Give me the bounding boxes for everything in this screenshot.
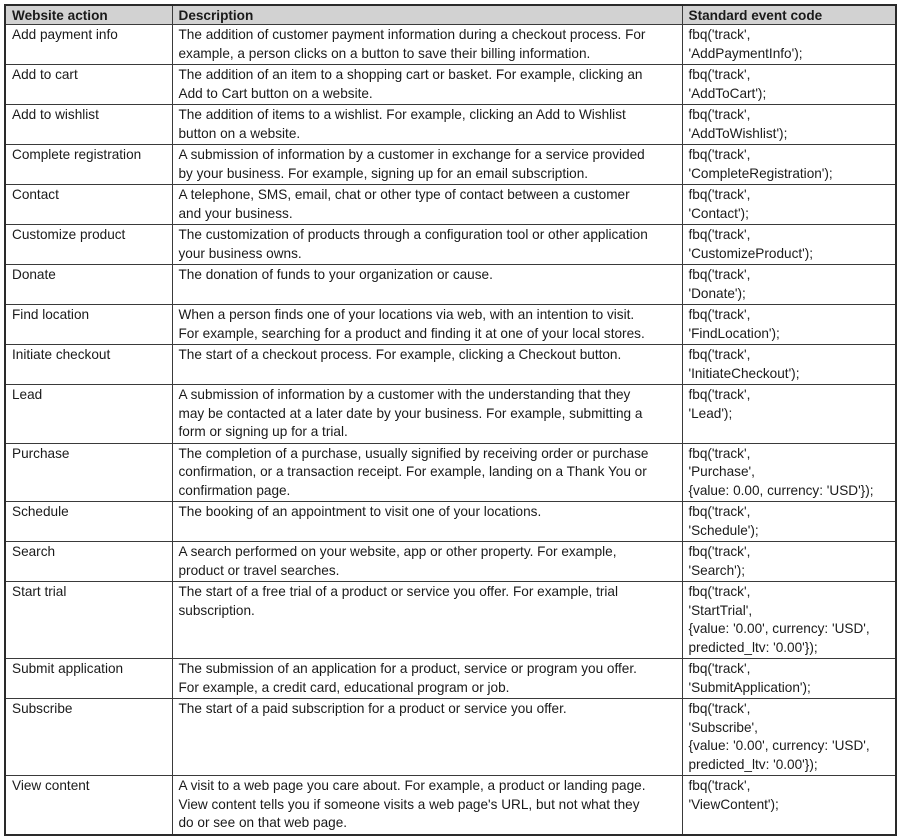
code-cell: fbq('track', 'Search');	[682, 542, 896, 582]
action-cell: Purchase	[5, 443, 172, 502]
table-row	[5, 582, 896, 659]
description-cell: When a person finds one of your locations via web, with an intention to visit. For example, searching for a product and finding it at one of your local stores.	[172, 305, 682, 345]
description-cell: The addition of an item to a shopping cart or basket. For example, clicking an Add to Cart button on a website.	[172, 65, 682, 105]
code-cell: fbq('track', 'Schedule');	[682, 502, 896, 542]
events-table-container	[4, 4, 895, 836]
code-cell: fbq('track', 'AddPaymentInfo');	[682, 25, 896, 65]
description-cell: A visit to a web page you care about. For example, a product or landing page. View content tells you if someone visits a web page's URL, but not what they do or see on that web page.	[172, 776, 682, 835]
action-cell: Find location	[5, 305, 172, 345]
table-row	[5, 25, 896, 65]
table-row	[5, 185, 896, 225]
table-row	[5, 225, 896, 265]
action-cell: Subscribe	[5, 699, 172, 776]
description-cell: A submission of information by a customer with the understanding that they may be contacted at a later date by your business. For example, submitting a form or signing up for a trial.	[172, 385, 682, 444]
table-row	[5, 502, 896, 542]
action-cell: Contact	[5, 185, 172, 225]
header-website-action: Website action	[5, 5, 172, 25]
description-cell: The addition of customer payment information during a checkout process. For example, a person clicks on a button to save their billing information.	[172, 25, 682, 65]
description-cell: The donation of funds to your organization or cause.	[172, 265, 682, 305]
header-description: Description	[172, 5, 682, 25]
table-row	[5, 659, 896, 699]
action-cell: Schedule	[5, 502, 172, 542]
table-row	[5, 65, 896, 105]
code-cell: fbq('track', 'Lead');	[682, 385, 896, 444]
code-cell: fbq('track', 'InitiateCheckout');	[682, 345, 896, 385]
table-body	[5, 25, 896, 835]
code-cell: fbq('track', 'SubmitApplication');	[682, 659, 896, 699]
description-cell: A telephone, SMS, email, chat or other type of contact between a customer and your business.	[172, 185, 682, 225]
code-cell: fbq('track', 'Contact');	[682, 185, 896, 225]
code-cell: fbq('track', 'CustomizeProduct');	[682, 225, 896, 265]
action-cell: Lead	[5, 385, 172, 444]
table-row	[5, 443, 896, 502]
description-cell: The start of a checkout process. For example, clicking a Checkout button.	[172, 345, 682, 385]
action-cell: Donate	[5, 265, 172, 305]
table-row	[5, 305, 896, 345]
table-row	[5, 345, 896, 385]
action-cell: Customize product	[5, 225, 172, 265]
table-row	[5, 385, 896, 444]
table-row	[5, 105, 896, 145]
description-cell: The booking of an appointment to visit one of your locations.	[172, 502, 682, 542]
table-row	[5, 542, 896, 582]
code-cell: fbq('track', 'ViewContent');	[682, 776, 896, 835]
table-row	[5, 145, 896, 185]
action-cell: Initiate checkout	[5, 345, 172, 385]
action-cell: Add to wishlist	[5, 105, 172, 145]
action-cell: Submit application	[5, 659, 172, 699]
action-cell: Add to cart	[5, 65, 172, 105]
description-cell: The start of a free trial of a product or service you offer. For example, trial subscription.	[172, 582, 682, 659]
description-cell: A submission of information by a customer in exchange for a service provided by your business. For example, signing up for an email subscription.	[172, 145, 682, 185]
code-cell: fbq('track', 'CompleteRegistration');	[682, 145, 896, 185]
code-cell: fbq('track', 'Subscribe', {value: '0.00', currency: 'USD', predicted_ltv: '0.00'});	[682, 699, 896, 776]
description-cell: The start of a paid subscription for a product or service you offer.	[172, 699, 682, 776]
description-cell: A search performed on your website, app or other property. For example, product or travel searches.	[172, 542, 682, 582]
action-cell: View content	[5, 776, 172, 835]
action-cell: Add payment info	[5, 25, 172, 65]
action-cell: Start trial	[5, 582, 172, 659]
action-cell: Search	[5, 542, 172, 582]
code-cell: fbq('track', 'Donate');	[682, 265, 896, 305]
code-cell: fbq('track', 'StartTrial', {value: '0.00', currency: 'USD', predicted_ltv: '0.00'});	[682, 582, 896, 659]
code-cell: fbq('track', 'FindLocation');	[682, 305, 896, 345]
action-cell: Complete registration	[5, 145, 172, 185]
table-row	[5, 699, 896, 776]
description-cell: The submission of an application for a product, service or program you offer. For example, a credit card, educational program or job.	[172, 659, 682, 699]
description-cell: The addition of items to a wishlist. For example, clicking an Add to Wishlist button on a website.	[172, 105, 682, 145]
table-row	[5, 265, 896, 305]
table-header-row	[5, 5, 896, 25]
description-cell: The customization of products through a configuration tool or other application your business owns.	[172, 225, 682, 265]
description-cell: The completion of a purchase, usually signified by receiving order or purchase confirmation, or a transaction receipt. For example, landing on a Thank You or confirmation page.	[172, 443, 682, 502]
code-cell: fbq('track', 'AddToWishlist');	[682, 105, 896, 145]
code-cell: fbq('track', 'AddToCart');	[682, 65, 896, 105]
header-standard-event-code: Standard event code	[682, 5, 896, 25]
code-cell: fbq('track', 'Purchase', {value: 0.00, currency: 'USD'});	[682, 443, 896, 502]
standard-events-table	[4, 4, 897, 836]
table-row	[5, 776, 896, 835]
